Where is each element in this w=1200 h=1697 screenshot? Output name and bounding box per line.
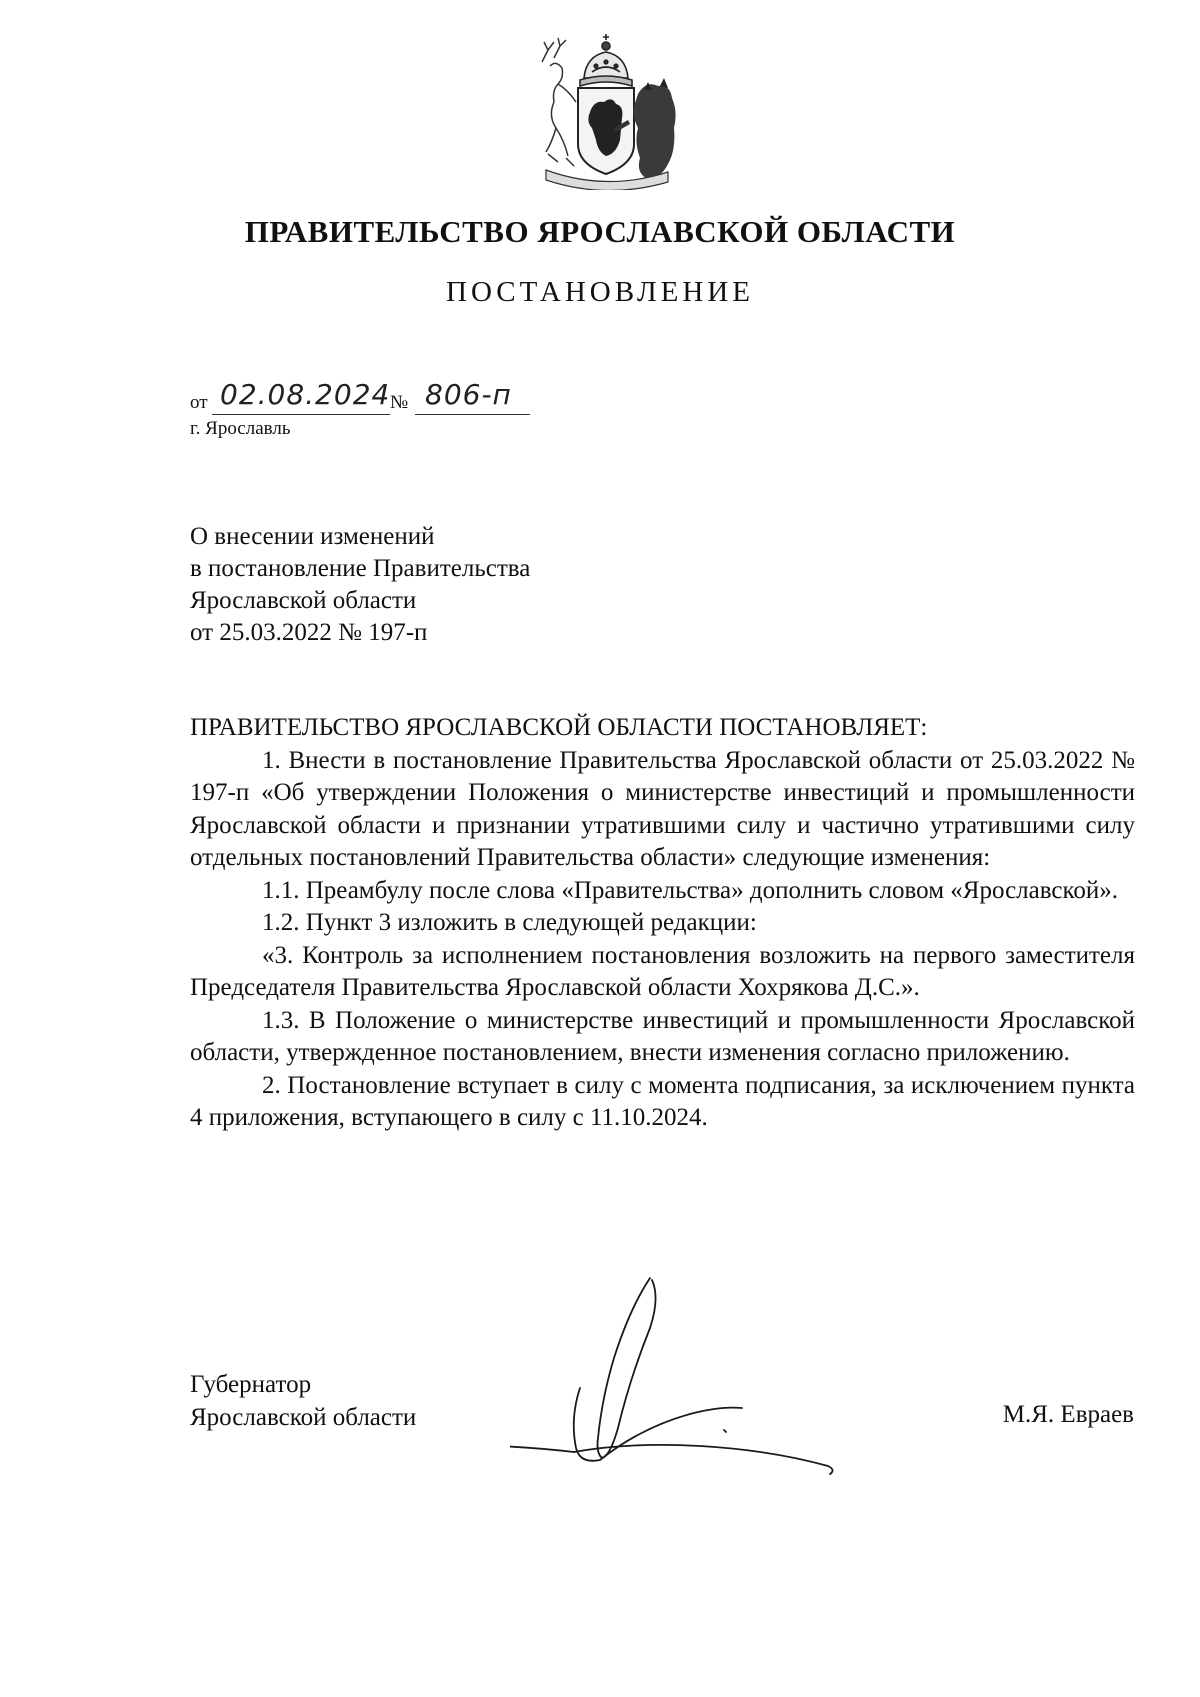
subject-line: О внесении изменений [190, 523, 435, 550]
handwritten-number: 806-п [425, 378, 512, 411]
coat-of-arms-icon [528, 32, 684, 190]
paragraph-1-3: 1.3. В Положение о министерстве инвестиций и промышленности Ярославской области, утвержденное постановлением, внести изменения согласно приложению. [190, 1006, 1135, 1066]
signatory-position [190, 1368, 416, 1434]
handwritten-date: 02.08.2024 [220, 378, 391, 411]
number-prefix: № [390, 392, 409, 413]
document-subject [190, 521, 530, 649]
resolution-heading: ПРАВИТЕЛЬСТВО ЯРОСЛАВСКОЙ ОБЛАСТИ ПОСТАНОВЛЯЕТ: [190, 714, 928, 741]
paragraph-1: 1. Внести в постановление Правительства Ярославской области от 25.03.2022 № 197-п «Об утверждении Положения о министерстве инвестиций и промышленности Ярославской области и признании утратившими силу и частично утратившими силу отдельных постановлений Правительства области» следующие изменения: [190, 746, 1135, 871]
date-prefix: от [190, 392, 208, 413]
date-underline [212, 414, 390, 415]
paragraph-2: 2. Постановление вступает в силу с момента подписания, за исключением пункта 4 приложения, вступающего в силу с 11.10.2024. [190, 1071, 1135, 1131]
signatory-name: М.Я. Евраев [1002, 1401, 1134, 1428]
number-underline [415, 414, 530, 415]
organization-title: ПРАВИТЕЛЬСТВО ЯРОСЛАВСКОЙ ОБЛАСТИ [244, 214, 956, 249]
city: г. Ярославль [190, 418, 291, 439]
subject-line: в постановление Правительства [190, 555, 531, 582]
paragraph-1-2-quote: «3. Контроль за исполнением постановления возложить на первого заместителя Председателя Правительства Ярославской области Хохрякова Д.С.». [190, 941, 1135, 1001]
subject-line: от 25.03.2022 № 197-п [190, 619, 428, 646]
paragraph-1-2: 1.2. Пункт 3 изложить в следующей редакции: [262, 909, 757, 936]
document-body [190, 712, 1135, 1135]
paragraph-1-1: 1.1. Преамбулу после слова «Правительства» дополнить словом «Ярославской». [262, 876, 1119, 904]
position-line: Ярославской области [190, 1404, 417, 1431]
handwritten-signature-icon [510, 1268, 920, 1488]
document-type: ПОСТАНОВЛЕНИЕ [446, 276, 754, 308]
subject-line: Ярославской области [190, 587, 417, 614]
position-line: Губернатор [190, 1371, 312, 1398]
